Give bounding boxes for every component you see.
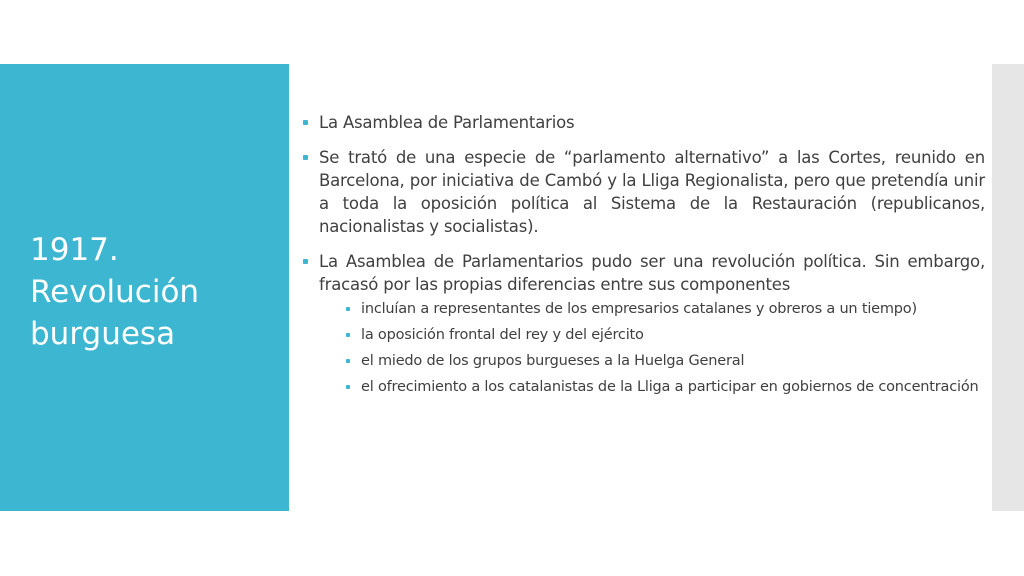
bullet-text: La Asamblea de Parlamentarios — [319, 113, 575, 132]
side-strip — [992, 64, 1024, 511]
sub-bullet-item — [303, 299, 985, 320]
sub-bullet-item — [303, 377, 985, 398]
bullet-item — [303, 146, 985, 238]
sub-bullet-item — [303, 351, 985, 372]
bullet-icon — [303, 155, 308, 160]
title-line-1: 1917. — [30, 232, 119, 268]
sub-bullet-list — [303, 299, 985, 398]
sub-bullet-icon — [346, 307, 350, 311]
bullet-icon — [303, 259, 308, 264]
bullet-text: La Asamblea de Parlamentarios pudo ser una revolución política. Sin embargo, fracasó por las propias diferencias entre sus componentes — [319, 252, 985, 294]
bullet-text: Se trató de una especie de “parlamento alternativo” a las Cortes, reunido en Barcelona, por iniciativa de Cambó y la Lliga Regionalista, pero que pretendía unir a toda la oposición política al Sistema de la Restauración (republicanos, nacionalistas y socialistas). — [319, 148, 985, 236]
sub-bullet-icon — [346, 359, 350, 363]
sub-bullet-icon — [346, 385, 350, 389]
bullet-icon — [303, 120, 308, 125]
bullet-item — [303, 111, 985, 134]
slide-title — [30, 229, 280, 355]
sub-bullet-text: el ofrecimiento a los catalanistas de la Lliga a participar en gobiernos de concentración — [361, 379, 979, 395]
title-line-2: Revolución — [30, 274, 200, 310]
sub-bullet-text: el miedo de los grupos burgueses a la Huelga General — [361, 353, 745, 369]
sub-bullet-icon — [346, 333, 350, 337]
title-line-3: burguesa — [30, 316, 176, 352]
bullet-item — [303, 250, 985, 296]
sub-bullet-item — [303, 325, 985, 346]
sub-bullet-text: la oposición frontal del rey y del ejército — [361, 327, 644, 343]
sub-bullet-text: incluían a representantes de los empresarios catalanes y obreros a un tiempo) — [361, 301, 917, 317]
bullet-list — [303, 111, 985, 403]
